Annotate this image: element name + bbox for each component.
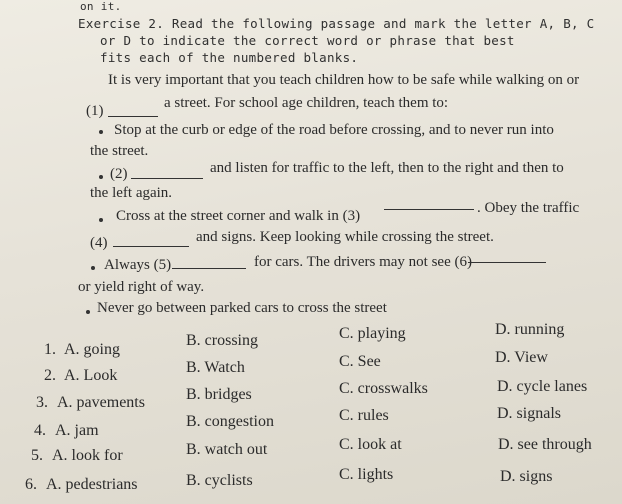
question-number: 1.: [44, 341, 56, 358]
question-number: 3.: [36, 394, 48, 411]
option-b[interactable]: B. cyclists: [186, 472, 253, 489]
bullet1-text: Stop at the curb or edge of the road before crossing, and to never run into: [114, 122, 554, 138]
option-d[interactable]: D. running: [495, 321, 565, 338]
option-c[interactable]: C. lights: [339, 466, 394, 483]
option-d[interactable]: D. see through: [498, 436, 592, 453]
option-a[interactable]: A. Look: [64, 367, 118, 384]
blank-1[interactable]: [108, 104, 158, 122]
passage-intro: It is very important that you teach children how to be safe while walking on or: [108, 72, 580, 88]
option-c[interactable]: C. playing: [339, 325, 406, 342]
option-d[interactable]: D. signals: [497, 405, 561, 422]
blank-2-number: (2): [110, 166, 128, 182]
corner-note: on it.: [80, 0, 122, 13]
passage-line4: and signs. Keep looking while crossing the street.: [196, 229, 494, 245]
blank-1-number: (1): [86, 103, 104, 119]
bullet3-end: . Obey the traffic: [477, 200, 580, 216]
blank-4[interactable]: [113, 234, 189, 252]
question-number: 4.: [34, 422, 46, 439]
question-number: 2.: [44, 367, 56, 384]
bullet-dot: [86, 310, 90, 314]
option-a[interactable]: A. going: [64, 341, 120, 358]
blank-4-number: (4): [90, 235, 108, 251]
exercise-title-line3: fits each of the numbered blanks.: [100, 50, 359, 65]
bullet5-cont: or yield right of way.: [78, 279, 205, 295]
option-a[interactable]: A. jam: [55, 422, 99, 439]
option-d[interactable]: D. signs: [500, 468, 553, 485]
option-b[interactable]: B. congestion: [186, 413, 274, 430]
bullet-dot: [99, 130, 103, 134]
option-c[interactable]: C. look at: [339, 436, 402, 453]
option-b[interactable]: B. watch out: [186, 441, 268, 458]
bullet2-cont: the left again.: [90, 185, 173, 201]
bullet2-text: and listen for traffic to the left, then to the right and then to: [210, 160, 564, 176]
option-a[interactable]: A. pavements: [57, 394, 145, 411]
passage-line1: a street. For school age children, teach them to:: [164, 95, 449, 111]
option-a[interactable]: A. pedestrians: [46, 476, 138, 493]
blank-5[interactable]: [172, 256, 246, 274]
bullet3-text: Cross at the street corner and walk in (3): [116, 208, 361, 224]
option-b[interactable]: B. Watch: [186, 359, 245, 376]
exercise-title-line2: or D to indicate the correct word or phrase that best: [100, 33, 515, 48]
bullet1-cont: the street.: [90, 143, 149, 159]
option-d[interactable]: D. cycle lanes: [497, 378, 588, 395]
option-c[interactable]: C. rules: [339, 407, 389, 424]
exercise-title-line1: Exercise 2. Read the following passage and mark the letter A, B, C: [78, 16, 595, 31]
option-b[interactable]: B. bridges: [186, 386, 252, 403]
blank-6[interactable]: [468, 250, 546, 268]
bullet-dot: [91, 266, 95, 270]
bullet-dot: [99, 218, 103, 222]
option-d[interactable]: D. View: [495, 349, 548, 366]
bullet5-text: for cars. The drivers may not see (6): [254, 254, 472, 270]
blank-2[interactable]: [131, 166, 203, 184]
option-b[interactable]: B. crossing: [186, 332, 258, 349]
question-number: 5.: [31, 447, 43, 464]
option-a[interactable]: A. look for: [52, 447, 123, 464]
question-number: 6.: [25, 476, 37, 493]
bullet5-start: Always (5): [104, 257, 172, 273]
option-c[interactable]: C. See: [339, 353, 381, 370]
bullet6-text: Never go between parked cars to cross the street: [97, 300, 387, 316]
blank-3[interactable]: [384, 197, 474, 215]
bullet-dot: [99, 175, 103, 179]
option-c[interactable]: C. crosswalks: [339, 380, 428, 397]
